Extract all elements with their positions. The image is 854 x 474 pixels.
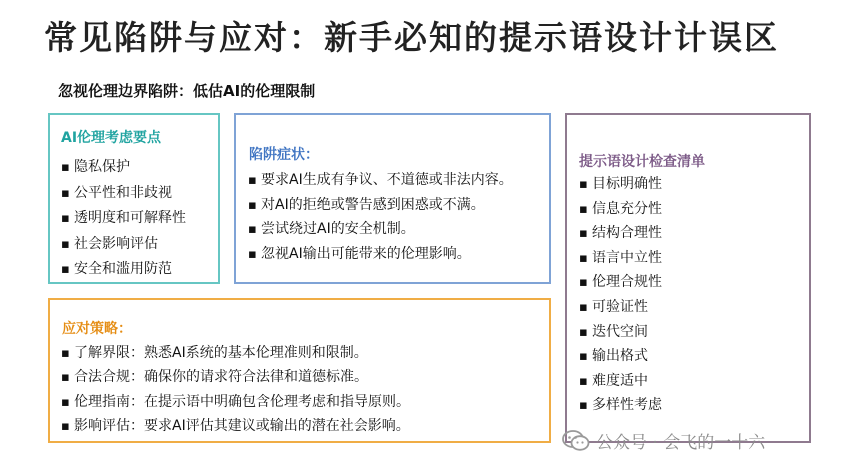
list-item: ▪ 社会影响评估 (61, 232, 186, 258)
list-item: ▪ 可验证性 (579, 295, 662, 320)
list-item: ▪ 语言中立性 (579, 246, 662, 271)
list-item: ▪ 结构合理性 (579, 221, 662, 246)
list-item: ▪ 伦理指南：在提示语中明确包含伦理考虑和指导原则。 (61, 390, 410, 414)
trap-symptoms-list (248, 168, 513, 266)
list-item: ▪ 伦理合规性 (579, 270, 662, 295)
list-item: ▪ 目标明确性 (579, 172, 662, 197)
watermark (562, 428, 765, 453)
list-item: ▪ 隐私保护 (61, 155, 186, 181)
list-item: ▪ 安全和滥用防范 (61, 257, 186, 283)
strategy-list (61, 341, 410, 438)
list-item: ▪ 忽视AI输出可能带来的伦理影响。 (248, 242, 513, 267)
list-item: ▪ 影响评估：要求AI评估其建议或输出的潜在社会影响。 (61, 414, 410, 438)
ethics-considerations-list (61, 155, 186, 283)
trap-symptoms-heading: 陷阱症状： (249, 147, 319, 163)
checklist-box (565, 113, 811, 443)
ethics-considerations-box (48, 113, 220, 284)
strategy-heading: 应对策略： (62, 321, 132, 337)
list-item: ▪ 输出格式 (579, 344, 662, 369)
list-item: ▪ 多样性考虑 (579, 393, 662, 418)
list-item: ▪ 透明度和可解释性 (61, 206, 186, 232)
list-item: ▪ 要求AI生成有争议、不道德或非法内容。 (248, 168, 513, 193)
list-item: ▪ 了解界限：熟悉AI系统的基本伦理准则和限制。 (61, 341, 410, 365)
page-title: 常见陷阱与应对：新手必知的提示语设计计误区 (44, 18, 779, 57)
page-subtitle: 忽视伦理边界陷阱：低估AI的伦理限制 (58, 82, 316, 100)
list-item: ▪ 公平性和非歧视 (61, 181, 186, 207)
list-item: ▪ 尝试绕过AI的安全机制。 (248, 217, 513, 242)
watermark-text: 公众号 · 会飞的一十六 (596, 433, 766, 453)
list-item: ▪ 合法合规：确保你的请求符合法律和道德标准。 (61, 365, 410, 389)
list-item: ▪ 信息充分性 (579, 197, 662, 222)
ethics-considerations-heading: AI伦理考虑要点 (61, 130, 162, 146)
list-item: ▪ 迭代空间 (579, 320, 662, 345)
checklist-heading: 提示语设计检查清单 (579, 154, 705, 170)
wechat-icon (562, 430, 590, 452)
strategy-box (48, 298, 551, 443)
list-item: ▪ 对AI的拒绝或警告感到困惑或不满。 (248, 193, 513, 218)
trap-symptoms-box (234, 113, 551, 284)
list-item: ▪ 难度适中 (579, 369, 662, 394)
checklist-list (579, 172, 662, 418)
